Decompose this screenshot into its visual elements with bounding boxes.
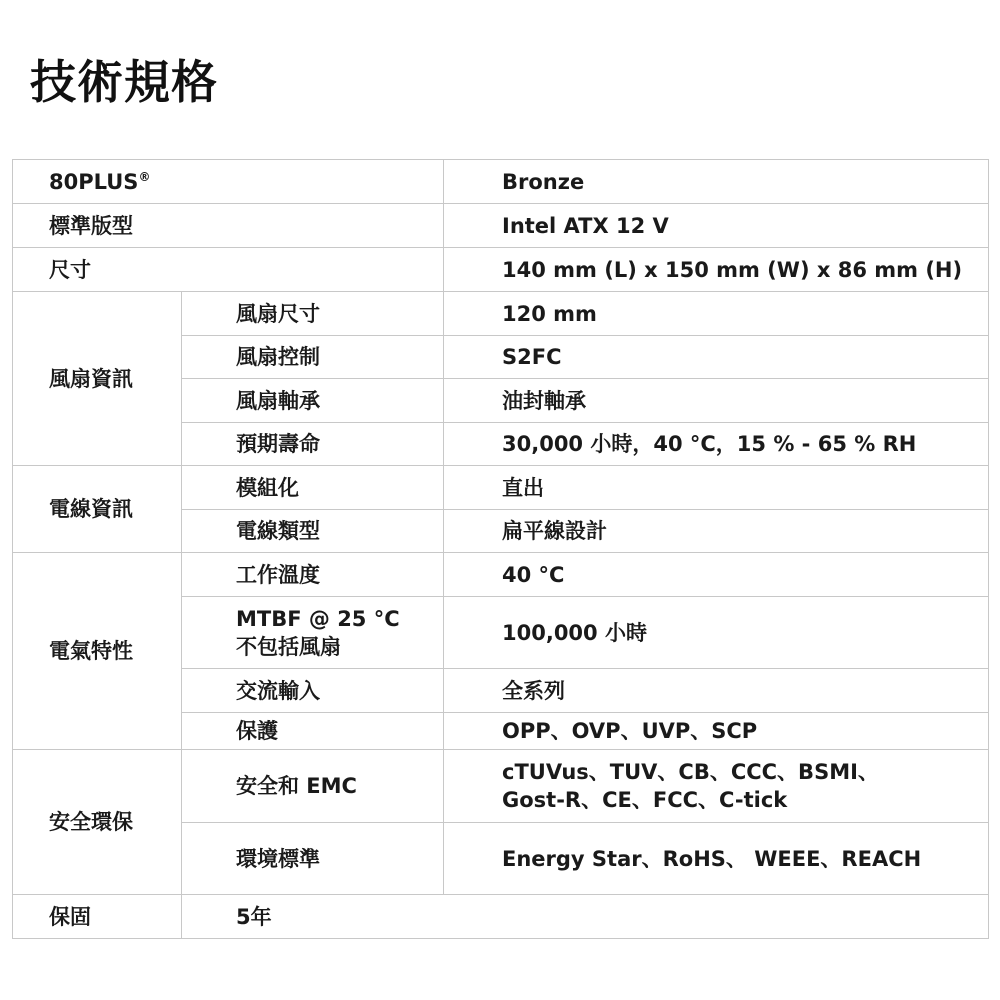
spec-value: 油封軸承 [444, 379, 989, 423]
spec-label: 預期壽命 [182, 423, 444, 466]
spec-value: 100,000 小時 [444, 597, 989, 669]
table-row [13, 204, 989, 248]
spec-label: 電線類型 [182, 510, 444, 553]
spec-label: 安全和 EMC [182, 750, 444, 823]
table-row [13, 895, 989, 939]
group-label-fan: 風扇資訊 [13, 292, 182, 466]
table-row [13, 248, 989, 292]
spec-label: 交流輸入 [182, 669, 444, 713]
spec-value: 直出 [444, 466, 989, 510]
spec-label: 工作溫度 [182, 553, 444, 597]
group-label-safety: 安全環保 [13, 750, 182, 895]
spec-label: 尺寸 [13, 248, 444, 292]
spec-value-line: Gost-R、CE、FCC、C-tick [502, 788, 788, 812]
table-row [13, 553, 989, 597]
spec-label-line: 不包括風扇 [236, 634, 341, 659]
spec-label: 風扇控制 [182, 336, 444, 379]
spec-label-text: 80PLUS [49, 169, 139, 194]
group-label-cable: 電線資訊 [13, 466, 182, 553]
spec-value: 5年 [182, 895, 989, 939]
page-title: 技術規格 [30, 55, 218, 109]
registered-mark: ® [138, 169, 151, 184]
spec-label [182, 597, 444, 669]
spec-value: OPP、OVP、UVP、SCP [444, 713, 989, 750]
group-label-electrical: 電氣特性 [13, 553, 182, 750]
spec-label: 保護 [182, 713, 444, 750]
spec-value: 全系列 [444, 669, 989, 713]
spec-value: S2FC [444, 336, 989, 379]
spec-label: 標準版型 [13, 204, 444, 248]
spec-label-line: MTBF @ 25 °C [236, 606, 400, 631]
table-row [13, 292, 989, 336]
table-row [13, 750, 989, 823]
spec-value: 40 °C [444, 553, 989, 597]
table-row [13, 466, 989, 510]
spec-table [12, 159, 989, 939]
spec-value: 扁平線設計 [444, 510, 989, 553]
spec-label: 模組化 [182, 466, 444, 510]
spec-value: Intel ATX 12 V [444, 204, 989, 248]
spec-value: Energy Star、RoHS、 WEEE、REACH [444, 823, 989, 895]
spec-label: 風扇尺寸 [182, 292, 444, 336]
spec-value: 120 mm [444, 292, 989, 336]
spec-label: 環境標準 [182, 823, 444, 895]
spec-label: 風扇軸承 [182, 379, 444, 423]
spec-value-line: cTUVus、TUV、CB、CCC、BSMI、 [502, 760, 879, 784]
spec-label [13, 160, 444, 204]
spec-label: 保固 [13, 895, 182, 939]
spec-value: Bronze [444, 160, 989, 204]
table-row [13, 160, 989, 204]
spec-value: 30,000 小時，40 °C，15 % - 65 % RH [444, 423, 989, 466]
spec-value: 140 mm (L) x 150 mm (W) x 86 mm (H) [444, 248, 989, 292]
spec-value [444, 750, 989, 823]
